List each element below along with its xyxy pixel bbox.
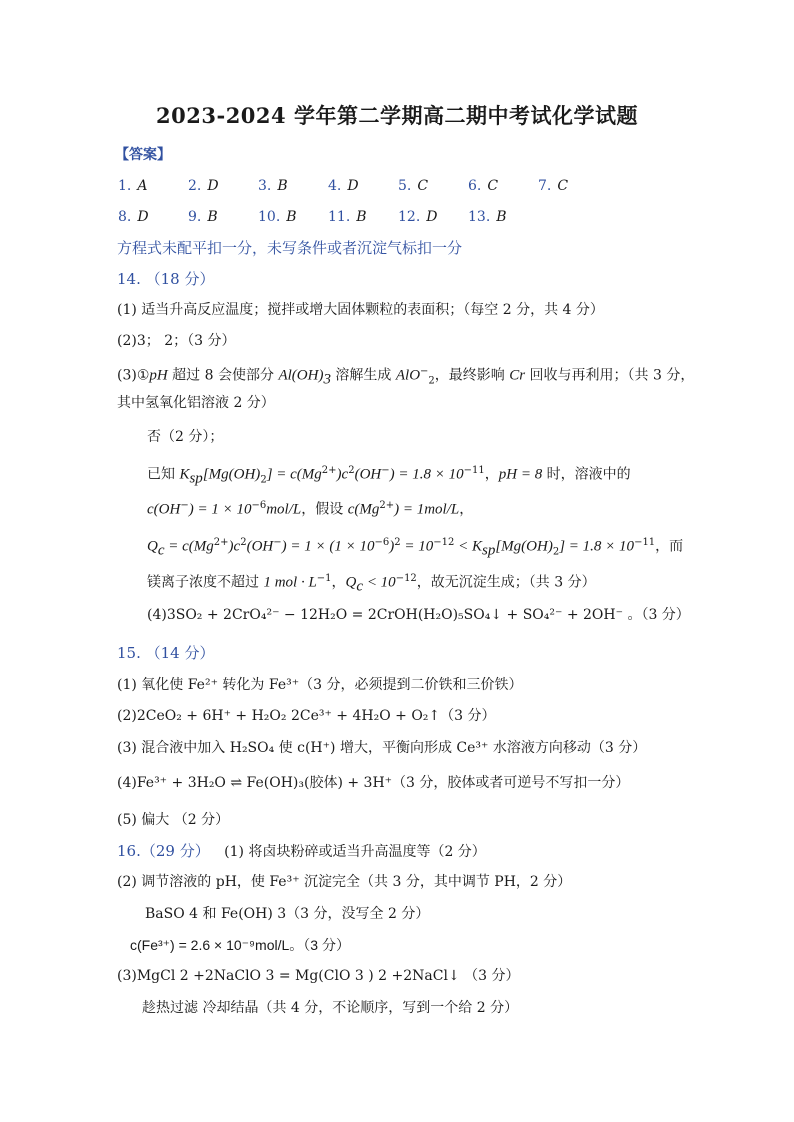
q14-l8k: ，而 <box>655 538 684 555</box>
answers-row-2 <box>118 208 538 226</box>
q14-l6d: ] = c(Mg <box>266 466 322 483</box>
q14-l7g: ， <box>459 501 474 518</box>
q14-l8a: Q <box>147 538 158 555</box>
q14-l3h: Cr <box>509 367 526 384</box>
answer-choice: B <box>286 209 297 225</box>
scoring-note: 方程式未配平扣一分，未写条件或者沉淀气标扣一分 <box>117 239 463 257</box>
answer-item <box>258 177 328 195</box>
q14-l3f: AlO <box>395 367 421 384</box>
q14-l3b: pH <box>149 367 168 384</box>
page-title: 2023-2024 学年第二学期高二期中考试化学试题 <box>156 103 638 128</box>
q14-line-4: 其中氢氧化铝溶液 2 分） <box>117 395 275 411</box>
answer-choice: D <box>347 178 359 194</box>
q15-line-4: (4)Fe³⁺ + 3H₂O ⇌ Fe(OH)₃(胶体) + 3H⁺（3 分，胶体或者可逆号不写扣一分） <box>117 775 630 791</box>
q14-l9d: Q <box>345 574 357 591</box>
answer-item <box>118 208 188 226</box>
q14-line-9: 镁离子浓度不超过 1 mol · $L^{-1}$，$Q_c < 10^{-12}$，故无沉淀生成；（共 3 分） <box>147 573 596 595</box>
q14-l6h: ， <box>484 466 499 483</box>
answer-number: 2. <box>188 178 202 194</box>
q15-line-2: (2)2CeO₂ + 6H⁺ + H₂O₂ 2Ce³⁺ + 4H₂O + O₂↑（3 分） <box>117 708 496 724</box>
answer-item <box>328 177 398 195</box>
answer-item <box>328 208 398 226</box>
q14-l7a: c(OH <box>147 501 181 518</box>
answer-choice: A <box>137 178 148 194</box>
answer-number: 1. <box>118 178 132 194</box>
answer-item <box>188 208 258 226</box>
answer-choice: C <box>417 178 429 194</box>
q15-header: 15. （14 分） <box>117 644 215 662</box>
q16-line-3: BaSO 4 和 Fe(OH) 3（3 分，没写全 2 分） <box>145 906 430 922</box>
answer-number: 13. <box>468 209 491 225</box>
q14-l6e: )c <box>336 466 349 483</box>
q14-l3e: 溶解生成 <box>330 367 396 384</box>
q14-l8i: [Mg(OH) <box>495 538 553 555</box>
answer-item <box>188 177 258 195</box>
q16-part-1: (1) 将卤块粉碎或适当升高温度等（2 分） <box>224 844 486 860</box>
q14-line-3: (3)①pH 超过 8 会使部分 $Al(OH)_3$ 溶解生成 AlO−$_2$，最终影响 Cr 回收与再利用；（共 3 分， <box>117 366 695 388</box>
q14-l6g: ) = 1.8 × 10 <box>389 466 464 483</box>
q14-l6f: (OH <box>354 466 382 483</box>
q14-l6c: [Mg(OH) <box>202 466 261 483</box>
q14-l3g: ，最终影响 <box>434 367 510 384</box>
q14-l6a: 已知 <box>147 466 180 483</box>
q14-line-1: (1) 适当升高反应温度；搅拌或增大固体颗粒的表面积；（每空 2 分，共 4 分） <box>117 302 604 318</box>
answer-label: 【答案】 <box>115 147 171 163</box>
answer-choice: D <box>137 209 149 225</box>
q14-l8j: ] = 1.8 × 10 <box>559 538 635 555</box>
q14-line-10: (4)3SO₂ + 2CrO₄²⁻ − 12H₂O = 2CrOH(H₂O)₅SO₄↓ + SO₄²⁻ + 2OH⁻ 。（3 分） <box>147 607 690 623</box>
q14-l8g: = 10 <box>400 538 434 555</box>
q14-l9b: 1 mol · L <box>263 574 317 591</box>
q14-line-6: 已知 $K_{sp}[Mg(OH)_2] = c(Mg^{2+})c^2(OH^-) = 1.8 \times 10^{-11}$，pH = 8 时，溶液中的 <box>147 465 631 487</box>
answer-choice: B <box>356 209 367 225</box>
q14-l7b: ) = 1 × 10 <box>188 501 252 518</box>
q14-l8b: = c(Mg <box>164 538 214 555</box>
answer-item <box>468 177 538 195</box>
q14-l3a: (3)① <box>117 367 150 384</box>
answer-choice: C <box>487 178 499 194</box>
q16-header: 16.（29 分） <box>117 842 210 860</box>
answer-item <box>258 208 328 226</box>
q14-l3d: Al(OH) <box>278 367 324 384</box>
q14-line-5: 否（2 分）； <box>147 429 224 445</box>
answer-number: 4. <box>328 178 342 194</box>
q14-l9a: 镁离子浓度不超过 <box>147 574 264 591</box>
answer-number: 3. <box>258 178 272 194</box>
answer-choice: D <box>426 209 438 225</box>
answer-item <box>538 177 608 195</box>
answer-choice: B <box>207 209 218 225</box>
q14-l6b: K <box>179 466 190 483</box>
answer-number: 12. <box>398 209 421 225</box>
q16-line-1 <box>117 842 486 861</box>
q14-l7d: ，假设 <box>301 501 348 518</box>
q14-l8f: ) <box>389 538 395 555</box>
q14-header: 14. （18 分） <box>117 270 215 288</box>
q14-l9e: < 10 <box>363 574 396 591</box>
answer-number: 7. <box>538 178 552 194</box>
answer-number: 9. <box>188 209 202 225</box>
answers-row-1 <box>118 177 608 195</box>
q14-line-7: $c(OH^-) = 1 \times 10^{-6}mol/L$，假设 $c(Mg^{2+}) = 1mol/L$， <box>147 500 474 518</box>
q14-l8c: )c <box>228 538 241 555</box>
answer-number: 11. <box>328 209 351 225</box>
q15-line-1: (1) 氧化使 Fe²⁺ 转化为 Fe³⁺（3 分，必须提到二价铁和三价铁） <box>117 677 523 693</box>
answer-item <box>468 208 538 226</box>
q14-l3i: 回收与再利用；（共 3 分， <box>525 367 695 384</box>
q14-line-2: (2)3； 2；（3 分） <box>117 333 236 349</box>
answer-choice: D <box>207 178 219 194</box>
q16-line-2: (2) 调节溶液的 pH，使 Fe³⁺ 沉淀完全（共 3 分，其中调节 PH，2 分） <box>117 874 572 890</box>
answer-number: 8. <box>118 209 132 225</box>
q16-line-5: (3)MgCl 2 +2NaClO 3 = Mg(ClO 3 ) 2 +2NaCl↓ （3 分） <box>117 968 520 984</box>
q14-l7c: mol/L <box>266 501 302 518</box>
q15-line-3: (3) 混合液中加入 H₂SO₄ 使 c(H⁺) 增大，平衡向形成 Ce³⁺ 水溶液方向移动（3 分） <box>117 740 647 756</box>
q14-l8d: (OH <box>246 538 274 555</box>
answer-item <box>118 177 188 195</box>
answer-choice: B <box>277 178 288 194</box>
answer-item <box>398 208 468 226</box>
answer-number: 6. <box>468 178 482 194</box>
q14-line-8: $Q_c = c(Mg^{2+})c^2(OH^-) = 1 \times (1 \times 10^{-6})^2 = 10^{-12} < K_{sp}[Mg(OH)_2] = 1.8 \times 10^{-11}$，而 <box>147 537 684 559</box>
q14-l6j: 时，溶液中的 <box>542 466 631 483</box>
q16-line-4: c(Fe³⁺) = 2.6 × 10⁻⁹mol/L。（3 分） <box>130 937 350 953</box>
q14-l8h: < K <box>454 538 482 555</box>
answer-choice: B <box>496 209 507 225</box>
q14-l8e: ) = 1 × (1 × 10 <box>281 538 375 555</box>
q14-l6i: pH = 8 <box>498 466 543 483</box>
q15-line-5: (5) 偏大 （2 分） <box>117 812 230 828</box>
q14-l7f: ) = 1mol/L <box>394 501 460 518</box>
answer-item <box>398 177 468 195</box>
q16-line-6: 趁热过滤 冷却结晶（共 4 分，不论顺序，写到一个给 2 分） <box>142 1000 519 1016</box>
answer-number: 10. <box>258 209 281 225</box>
q14-l7e: c(Mg <box>347 501 380 518</box>
q14-l3c: 超过 8 会使部分 <box>167 367 279 384</box>
q14-l9c: ， <box>331 574 346 591</box>
answer-number: 5. <box>398 178 412 194</box>
answer-choice: C <box>557 178 569 194</box>
q14-l9f: ，故无沉淀生成；（共 3 分） <box>416 574 596 591</box>
